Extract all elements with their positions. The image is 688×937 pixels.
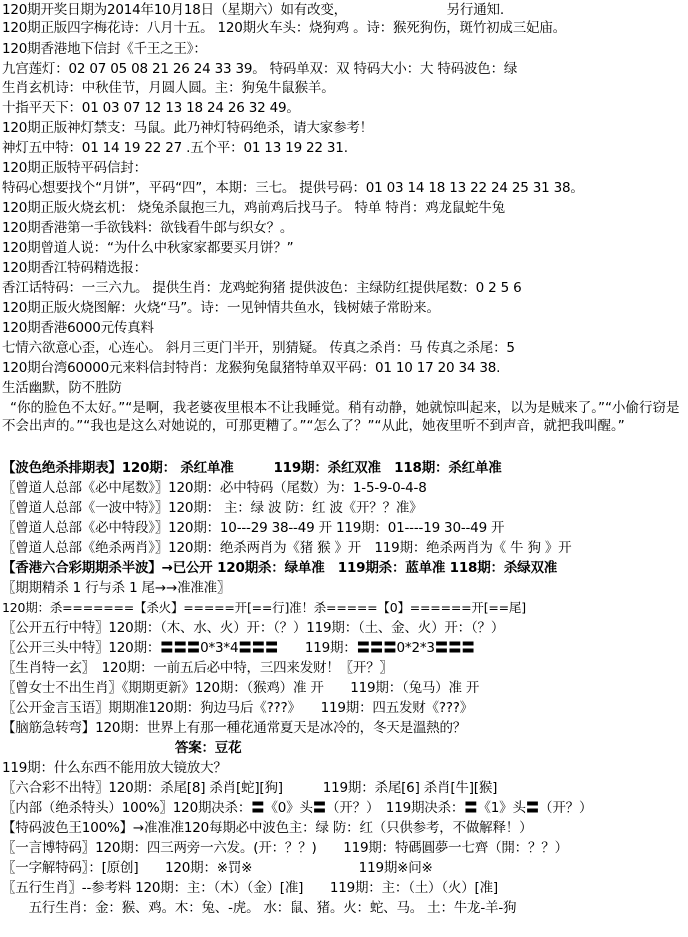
kill-element-line: 120期：杀=======【杀火】=====开[==行]准！杀=====【0】======开[==尾]: [2, 600, 526, 615]
humor-title: 生活幽默，防不胜防: [2, 380, 122, 396]
fire-diagram-line: 120期正版火烧图解：火烧“马”。诗：一见钟情共鱼水，钱树婊子常盼来。: [2, 300, 440, 316]
no-special-line: 〖六合彩不出特〗120期：杀尾[8] 杀肖[蛇][狗] 119期：杀尾[6] 杀肖[牛][猴]: [2, 780, 498, 796]
taiwan-line: 120期台湾60000元来料信封特肖：龙猴狗兔鼠猪特单双平码：01 10 17 20 34 38.: [2, 360, 501, 376]
wave-kill-line: 【波色绝杀排期表】120期： 杀红单准 119期：杀红双准 118期：杀红单准: [2, 460, 502, 476]
tail-line: 〖曾道人总部《必中尾数》〗120期：必中特码（尾数）为：1-5-9-0-4-8: [2, 480, 427, 496]
zodiac-poem-line: 生肖玄机诗：中秋佳节，月圆人圆。主：狗兔牛鼠猴羊。: [2, 80, 335, 96]
zeng-said-line: 120期曾道人说：“为什么中秋家家都要买月饼？”: [2, 240, 294, 256]
ten-fingers-line: 十指平天下：01 03 07 12 13 18 24 26 32 49。: [2, 100, 300, 116]
fax-title: 120期香港6000元传真料: [2, 320, 154, 336]
five-zodiac-list: 五行生肖：金：猴、鸡。木：兔、-虎。 水：鼠、猪。火：蛇、马。 土：牛龙-羊-狗: [2, 900, 517, 916]
riddle-answer: 答案：豆花: [2, 740, 242, 756]
flat-envelope-title: 120期正版特平码信封：: [2, 160, 147, 176]
five-zodiac-line: 〖五行生肖〗--参考料 120期：主：（木）（金）[准] 119期：主：（土）（火）[准]: [2, 880, 498, 896]
hk-envelope-title: 120期香港地下信封《千王之王》：: [2, 41, 207, 57]
zodiac-special-line: 〖生肖特一玄〗 120期：一前五后必中特，三四来发财！〖开？〗: [2, 660, 393, 676]
golden-words-line: 〖公开金言玉语〗期期准120期：狗边马后《???》 119期：四五发财《???》: [2, 700, 474, 716]
hk-first-line: 120期香港第一手欲钱料：欲钱看牛郎与织女？。: [2, 220, 294, 236]
ms-zeng-line: 〖曾女士不出生肖〗《期期更新》120期：（猴鸡）准 开 119期：（兔马）准 开: [2, 680, 480, 696]
internal-kill-line: 〖内部（绝杀特头）100%〗120期决杀：〓《0》头〓（开？） 119期决杀：〓《1》头〓（开？）: [2, 800, 593, 816]
xiangjiang-title: 120期香江特码精选报：: [2, 260, 147, 276]
riddle-119-line: 119期：什么东西不能用放大镜放大？: [2, 760, 227, 776]
lamp-five-line: 神灯五中特：01 14 19 22 27 .五个平：01 13 19 22 31.: [2, 140, 348, 156]
xiangjiang-line: 香江话特码：一三六九。 提供生肖：龙鸡蛇狗猪 提供波色：主绿防红提供尾数：0 2 5 6: [2, 280, 522, 296]
wave-king-line: 【特码波色王100%】→准准准120每期必中波色主：绿 防：红（只供参考，不做解释！）: [2, 820, 533, 836]
draw-date-line: 120期开奖日期为2014年10月18日（星期六）如有改变， 另行通知.: [2, 2, 504, 18]
three-head-line: 〖公开三头中特〗120期：〓〓〓0*3*4〓〓〓 119期：〓〓〓0*2*3〓〓〓: [2, 640, 475, 656]
one-char-line: 〖一字解特码〗：[原创] 120期：※罚※ 119期※问※: [2, 860, 433, 876]
humor-story: “你的脸色不太好。”“是啊，我老婆夜里根本不让我睡觉。稍有动静，她就惊叫起来，以为是贼来了。”“小偷行窃是不会出声的。”“我也是这么对她说的，可那更糟了。”“怎么了？”“从此，她夜里听不到声音，就把我叫醒。”: [2, 400, 680, 434]
wave-line: 〖曾道人总部《一波中特》〗120期： 主：绿 波 防：红 波《开？？准》: [2, 500, 423, 516]
five-element-line: 〖公开五行中特〗120期：（木、水、火）开：（？）119期：（土、金、火）开：（？）: [2, 620, 505, 636]
one-word-line: 〖一言博特码〗120期：四三两旁一六发。(开：？？) 119期：特碼圓夢一七齊（開：？？）: [2, 840, 568, 856]
lamp-ban-line: 120期正版神灯禁支：马鼠。此乃神灯特码绝杀，请大家参考！: [2, 120, 373, 136]
kill-two-line: 〖曾道人总部《绝杀两肖》〗120期：绝杀两肖为《猪 猴 》开 119期：绝杀两肖为《 牛 狗 》开: [2, 540, 572, 556]
nine-palace-line: 九宫莲灯：02 07 05 08 21 26 24 33 39。 特码单双：双 特码大小：大 特码波色：绿: [2, 61, 518, 77]
riddle-line: 【脑筋急转弯】120期：世界上有那一種花通常夏天是冰冷的，冬天是溫熱的？: [2, 720, 467, 736]
segment-line: 〖曾道人总部《必中特段》〗120期：10---29 38--49 开 119期：01----19 30--49 开: [2, 520, 505, 536]
seven-emotions-line: 七情六欲意心歪，心连心。 斜月三更门半开，别猜疑。 传真之杀肖：马 传真之杀尾：5: [2, 340, 515, 356]
half-wave-line: 【香港六合彩期期杀半波】→已公开 120期杀：绿单准 119期杀：蓝单准 118期：杀绿双准: [2, 560, 558, 576]
kill-element-title: 〖期期精杀 1 行与杀 1 尾→→准准准〗: [2, 580, 231, 596]
fire-mystery-line: 120期正版火烧玄机： 烧兔杀鼠抱三九，鸡前鸡后找马子。 特单 特肖：鸡龙鼠蛇牛兔: [2, 200, 505, 216]
mooncake-line: 特码心想要找个“月饼”，平码“四”，本期：三七。 提供号码：01 03 14 18 13 22 24 25 31 38。: [2, 180, 584, 196]
plum-poem-line: 120期正版四字梅花诗：八月十五。 120期火车头：烧狗鸡 。诗：猴死狗伤，斑竹初成三妃庙。: [2, 20, 566, 36]
